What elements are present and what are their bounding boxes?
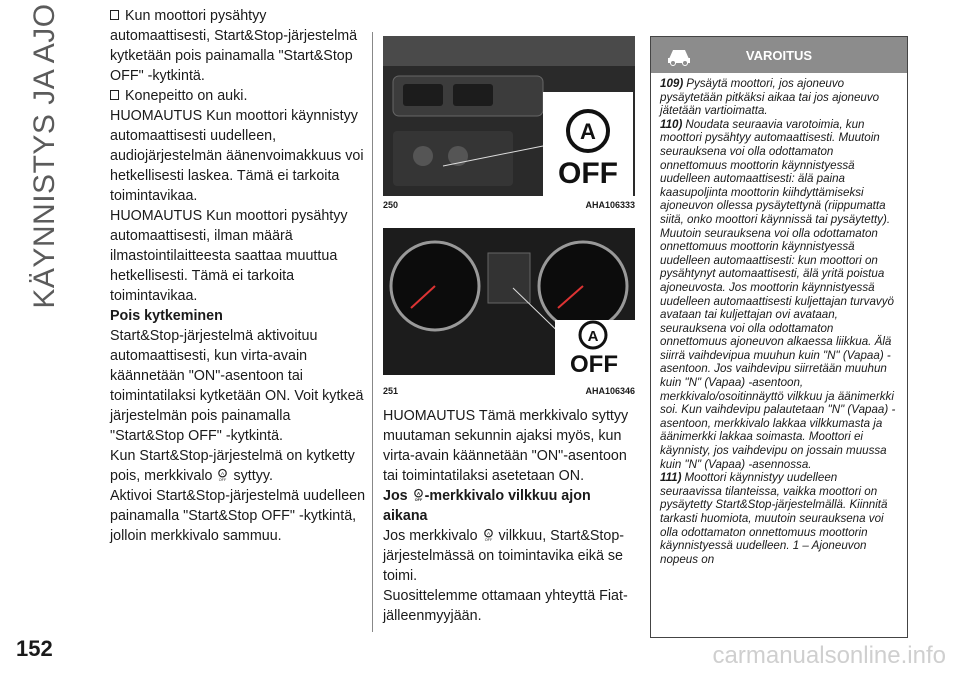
body-paragraph: Suosittelemme ottamaan yhteyttä Fiat-jälleenmyyjään. — [383, 588, 628, 624]
off-label: OFF — [570, 351, 618, 375]
warning-item: 109) Pysäytä moottori, jos ajoneuvo pysäytetään pitkäksi aikaa tai jos ajoneuvo jätetään vartioimatta. — [660, 77, 880, 118]
warning-body — [651, 73, 907, 566]
svg-text:A: A — [587, 328, 599, 345]
body-paragraph: Aktivoi Start&Stop-järjestelmä uudelleen painamalla "Start&Stop OFF" -kytkintä, jolloin merkkivalo sammuu. — [110, 488, 366, 544]
note-paragraph: HUOMAUTUS Tämä merkkivalo syttyy muutaman sekunnin ajaksi myös, kun virta-avain käännetään "ON"-asentoon tai toimintatilaksi asetetaan ON. — [383, 408, 629, 484]
bullet-item: Kun moottori pysähtyy automaattisesti, Start&Stop-järjestelmä kytketään pois painamalla "Start&Stop OFF" -kytkintä. — [110, 6, 368, 86]
warning-header — [651, 37, 907, 73]
warning-item: 110) Noudata seuraavia varotoimia, kun moottori pysähtyy automaattisesti. Muutoin seurauksena voi olla odottamaton onnettomuus moottorin käynnistyessä uudelleen automaattisesti: älä paina kaasupoljinta moottorin kiihdyttämiseksi ajoneuvon ollessa pysäytettynä (riippumatta siitä, onko moottori käynnissä tai pysäytetty). Muutoin seurauksena voi olla odottamaton onnettomuus moottorin käynnistyessä uudelleen automaattisesti: kun moottori on pysähtynyt automaattisesti, älä yritä poistua ajoneuvosta. Jos moottorin käynnistyessä uudelleen automaattisesti kuljettajan turvavyö avataan tai kuljettajan ovi avataan, seurauksena voi olla odottamaton onnettomuus ajoneuvon alkaessa liikkua. Älä siirrä vaihdevipua muuhun kuin "N" (Vapaa) -asentoon. Jos vaihdevipu siirretään muuhun kuin "N" (Vapaa) -asentoon, merkkivalo/osoitinnäyttö vilkkuu ja äänimerkki soi. Kun vaihdevipu palautetaan "N" (Vapaa) -asentoon, merkkivalo lakkaa vilkkumasta ja äänimerkki lakkaa soimasta. Moottori ei käynnisty, jos vaihdevipu on jossain muussa kuin "N" (Vapaa) -asennossa. — [660, 117, 896, 471]
section-heading: Jos A OFF -merkkivalo vilkkuu ajon aikana — [383, 488, 591, 524]
warning-car-icon — [665, 43, 693, 67]
start-stop-off-icon — [216, 468, 229, 482]
start-stop-off-icon — [412, 488, 425, 502]
body-paragraph: Jos merkkivalo A OFF vilkkuu, Start&Stop-järjestelmässä on toimintavika eikä se toimi. — [383, 528, 625, 584]
bullet-item: Konepeitto on auki. — [110, 86, 368, 106]
warning-box — [650, 36, 908, 638]
svg-text:A: A — [221, 471, 225, 476]
figure-dashboard-switch — [383, 36, 635, 196]
svg-text:OFF: OFF — [219, 478, 227, 482]
svg-text:OFF: OFF — [484, 538, 492, 542]
middle-column — [383, 406, 633, 626]
off-label: OFF — [558, 157, 618, 190]
section-side-title: KÄYNNISTYS JA AJO — [28, 3, 61, 309]
warning-title: VAROITUS — [745, 47, 813, 63]
svg-text:A: A — [580, 119, 596, 144]
watermark: carmanualsonline.info — [712, 642, 946, 669]
section-heading: Pois kytkeminen — [110, 308, 223, 324]
figure-instrument-cluster — [383, 228, 635, 375]
svg-text:A: A — [486, 531, 490, 536]
left-column — [110, 6, 368, 546]
svg-text:A: A — [416, 491, 420, 496]
svg-text:OFF: OFF — [414, 498, 422, 502]
body-paragraph: Kun Start&Stop-järjestelmä on kytketty pois, merkkivalo A OFF syttyy. — [110, 448, 355, 484]
figure-caption: 250 AHA106333 — [383, 200, 635, 210]
note-paragraph: HUOMAUTUS Kun moottori pysähtyy automaattisesti, ilman määrä ilmastointilaitteesta saattaa muuttua hetkellisesti. Tämä ei tarkoita toimintavikaa. — [110, 208, 348, 304]
warning-item: 111) Moottori käynnistyy uudelleen seuraavissa tilanteissa, vaikka moottori on pysäytetty Start&Stop-järjestelmällä. Kiinnitä tarkasti huomiota, muutoin seurauksena voi olla odottamaton onnettomuus moottorin käynnistyessä uudelleen. 1 – Ajoneuvon nopeus on — [660, 471, 888, 566]
note-paragraph: HUOMAUTUS Kun moottori käynnistyy automaattisesti uudelleen, audiojärjestelmän äänenvoimakkuus voi hetkellisesti laskea. Tämä ei tarkoita toimintavikaa. — [110, 108, 364, 204]
column-divider — [372, 32, 373, 632]
figure-caption: 251 AHA106346 — [383, 386, 635, 396]
start-stop-off-icon — [482, 528, 495, 542]
page-number: 152 — [16, 636, 53, 661]
body-paragraph: Start&Stop-järjestelmä aktivoituu automaattisesti, kun virta-avain käännetään "ON"-asentoon tai toimintatilaksi kytketään ON. Voit kytkeä järjestelmän pois painamalla "Start&Stop OFF" -kytkintä. — [110, 328, 364, 444]
